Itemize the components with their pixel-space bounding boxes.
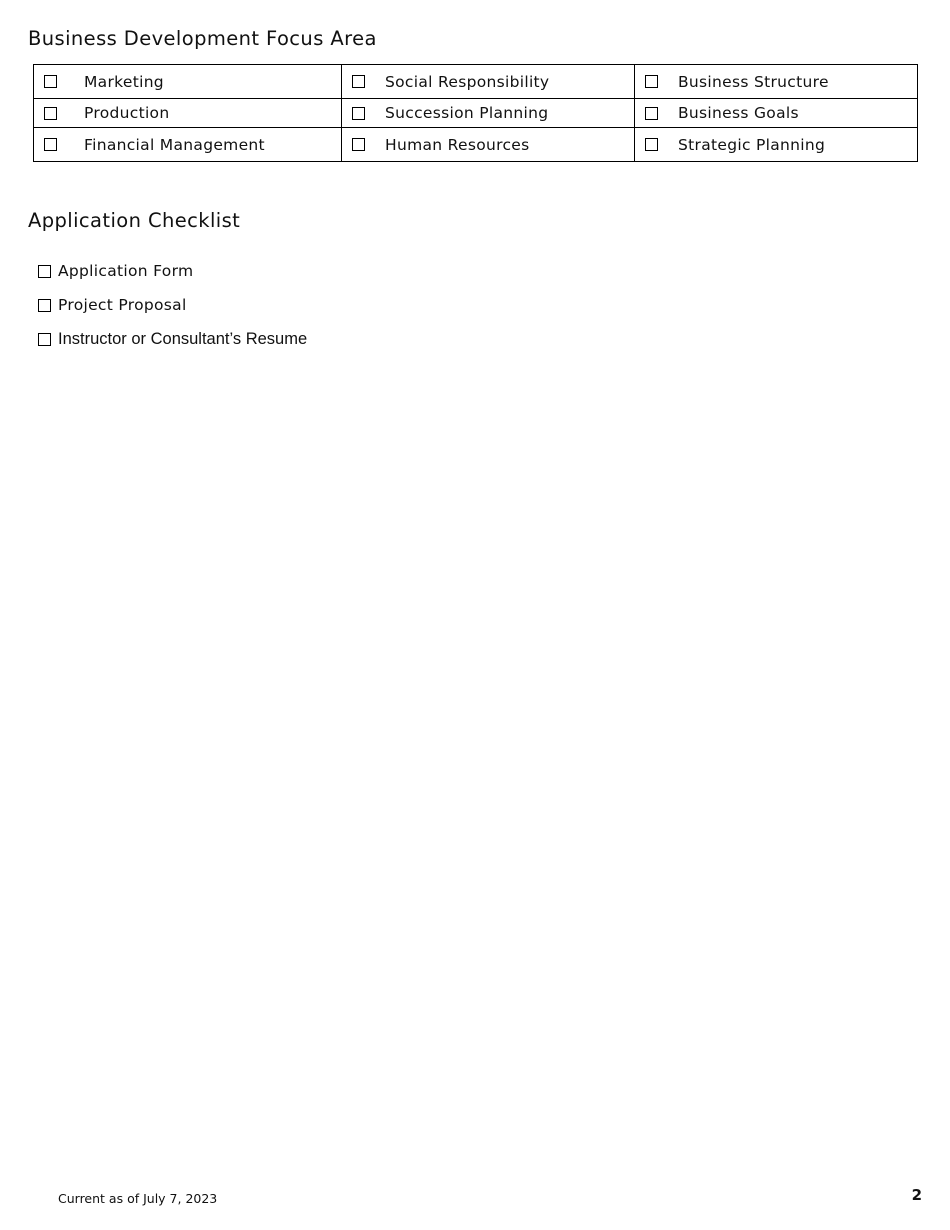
- checklist-item-label: Instructor or Consultant’s Resume: [58, 329, 308, 348]
- focus-option-marketing[interactable]: [34, 65, 342, 99]
- table-row: [34, 99, 918, 128]
- checkbox[interactable]: [645, 138, 658, 151]
- checkbox[interactable]: [645, 75, 658, 88]
- option-label: Business Structure: [678, 72, 829, 91]
- checkbox[interactable]: [645, 107, 658, 120]
- checkbox[interactable]: [44, 138, 57, 151]
- table-row: [34, 128, 918, 162]
- focus-option-business-goals[interactable]: [635, 99, 918, 128]
- checkbox[interactable]: [352, 107, 365, 120]
- checklist-item-application-form[interactable]: [38, 254, 307, 288]
- focus-option-social-responsibility[interactable]: [342, 65, 635, 99]
- checkbox[interactable]: [38, 299, 51, 312]
- option-label: Strategic Planning: [678, 135, 826, 154]
- focus-option-financial-management[interactable]: [34, 128, 342, 162]
- checklist-item-label: Application Form: [58, 262, 194, 280]
- option-label: Marketing: [84, 72, 164, 91]
- option-label: Production: [84, 104, 170, 122]
- focus-option-succession-planning[interactable]: [342, 99, 635, 128]
- footer-date-note: Current as of July 7, 2023: [58, 1191, 218, 1206]
- checklist-title: Application Checklist: [28, 209, 241, 232]
- focus-option-production[interactable]: [34, 99, 342, 128]
- application-checklist: [38, 254, 307, 356]
- option-label: Human Resources: [385, 135, 530, 154]
- option-label: Business Goals: [678, 104, 799, 122]
- checkbox[interactable]: [44, 75, 57, 88]
- checkbox[interactable]: [38, 333, 51, 346]
- checklist-item-project-proposal[interactable]: [38, 288, 307, 322]
- checkbox[interactable]: [352, 75, 365, 88]
- checklist-item-label: Project Proposal: [58, 296, 187, 314]
- focus-option-business-structure[interactable]: [635, 65, 918, 99]
- focus-area-title: Business Development Focus Area: [28, 27, 377, 50]
- option-label: Financial Management: [84, 135, 265, 154]
- page-number: 2: [911, 1186, 922, 1204]
- option-label: Social Responsibility: [385, 72, 550, 91]
- focus-area-table: [33, 64, 918, 162]
- focus-option-strategic-planning[interactable]: [635, 128, 918, 162]
- option-label: Succession Planning: [385, 104, 549, 122]
- checkbox[interactable]: [352, 138, 365, 151]
- table-row: [34, 65, 918, 99]
- checkbox[interactable]: [38, 265, 51, 278]
- checklist-item-resume[interactable]: [38, 322, 307, 356]
- checkbox[interactable]: [44, 107, 57, 120]
- focus-option-human-resources[interactable]: [342, 128, 635, 162]
